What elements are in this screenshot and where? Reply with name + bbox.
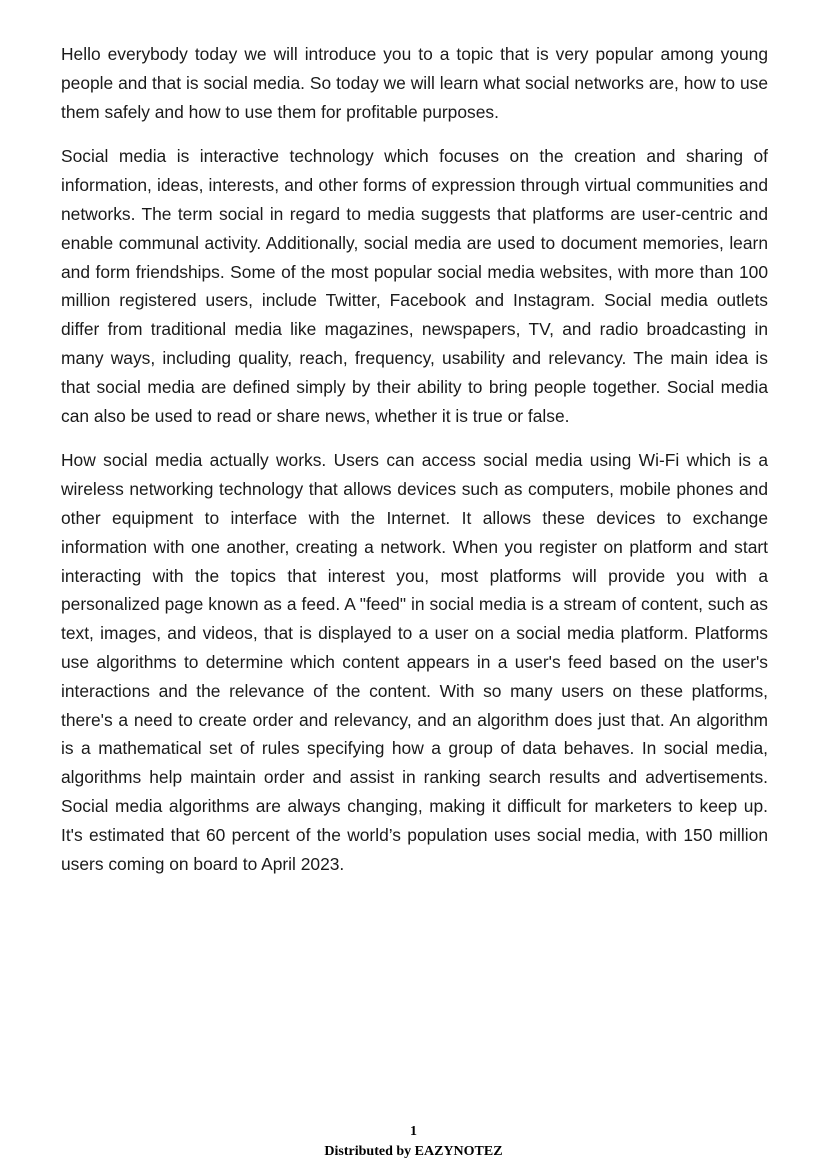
- paragraph-how-it-works: How social media actually works. Users can access social media using Wi-Fi which is a wireless networking technology that allows devices such as computers, mobile phones and other equipment to interface with the Internet. It allows these devices to exchange information with one another, creating a network. When you register on platform and start interacting with the topics that interest you, most platforms will provide you with a personalized page known as a feed. A "feed" in social media is a stream of content, such as text, images, and videos, that is displayed to a user on a social media platform. Platforms use algorithms to determine which content appears in a user's feed based on the user's interactions and the relevance of the content. With so many users on these platforms, there's a need to create order and relevancy, and an algorithm does just that. An algorithm is a mathematical set of rules specifying how a group of data behaves. In social media, algorithms help maintain order and assist in ranking search results and advertisements. Social media algorithms are always changing, making it difficult for marketers to keep up. It's estimated that 60 percent of the world’s population uses social media, with 150 million users coming on board to April 2023.: [61, 450, 768, 874]
- page-number: 1: [410, 1124, 417, 1139]
- document-body: [61, 40, 768, 894]
- distributor-credit: Distributed by EAZYNOTEZ: [324, 1144, 503, 1159]
- paragraph-intro: Hello everybody today we will introduce you to a topic that is very popular among young people and that is social media. So today we will learn what social networks are, how to use them safely and how to use them for profitable purposes.: [61, 44, 768, 122]
- paragraph-definition: Social media is interactive technology which focuses on the creation and sharing of information, ideas, interests, and other forms of expression through virtual communities and networks. The term social in regard to media suggests that platforms are user-centric and enable communal activity. Additionally, social media are used to document memories, learn and form friendships. Some of the most popular social media websites, with more than 100 million registered users, include Twitter, Facebook and Instagram. Social media outlets differ from traditional media like magazines, newspapers, TV, and radio broadcasting in many ways, including quality, reach, frequency, usability and relevancy. The main idea is that social media are defined simply by their ability to bring people together. Social media can also be used to read or share news, whether it is true or false.: [61, 146, 768, 426]
